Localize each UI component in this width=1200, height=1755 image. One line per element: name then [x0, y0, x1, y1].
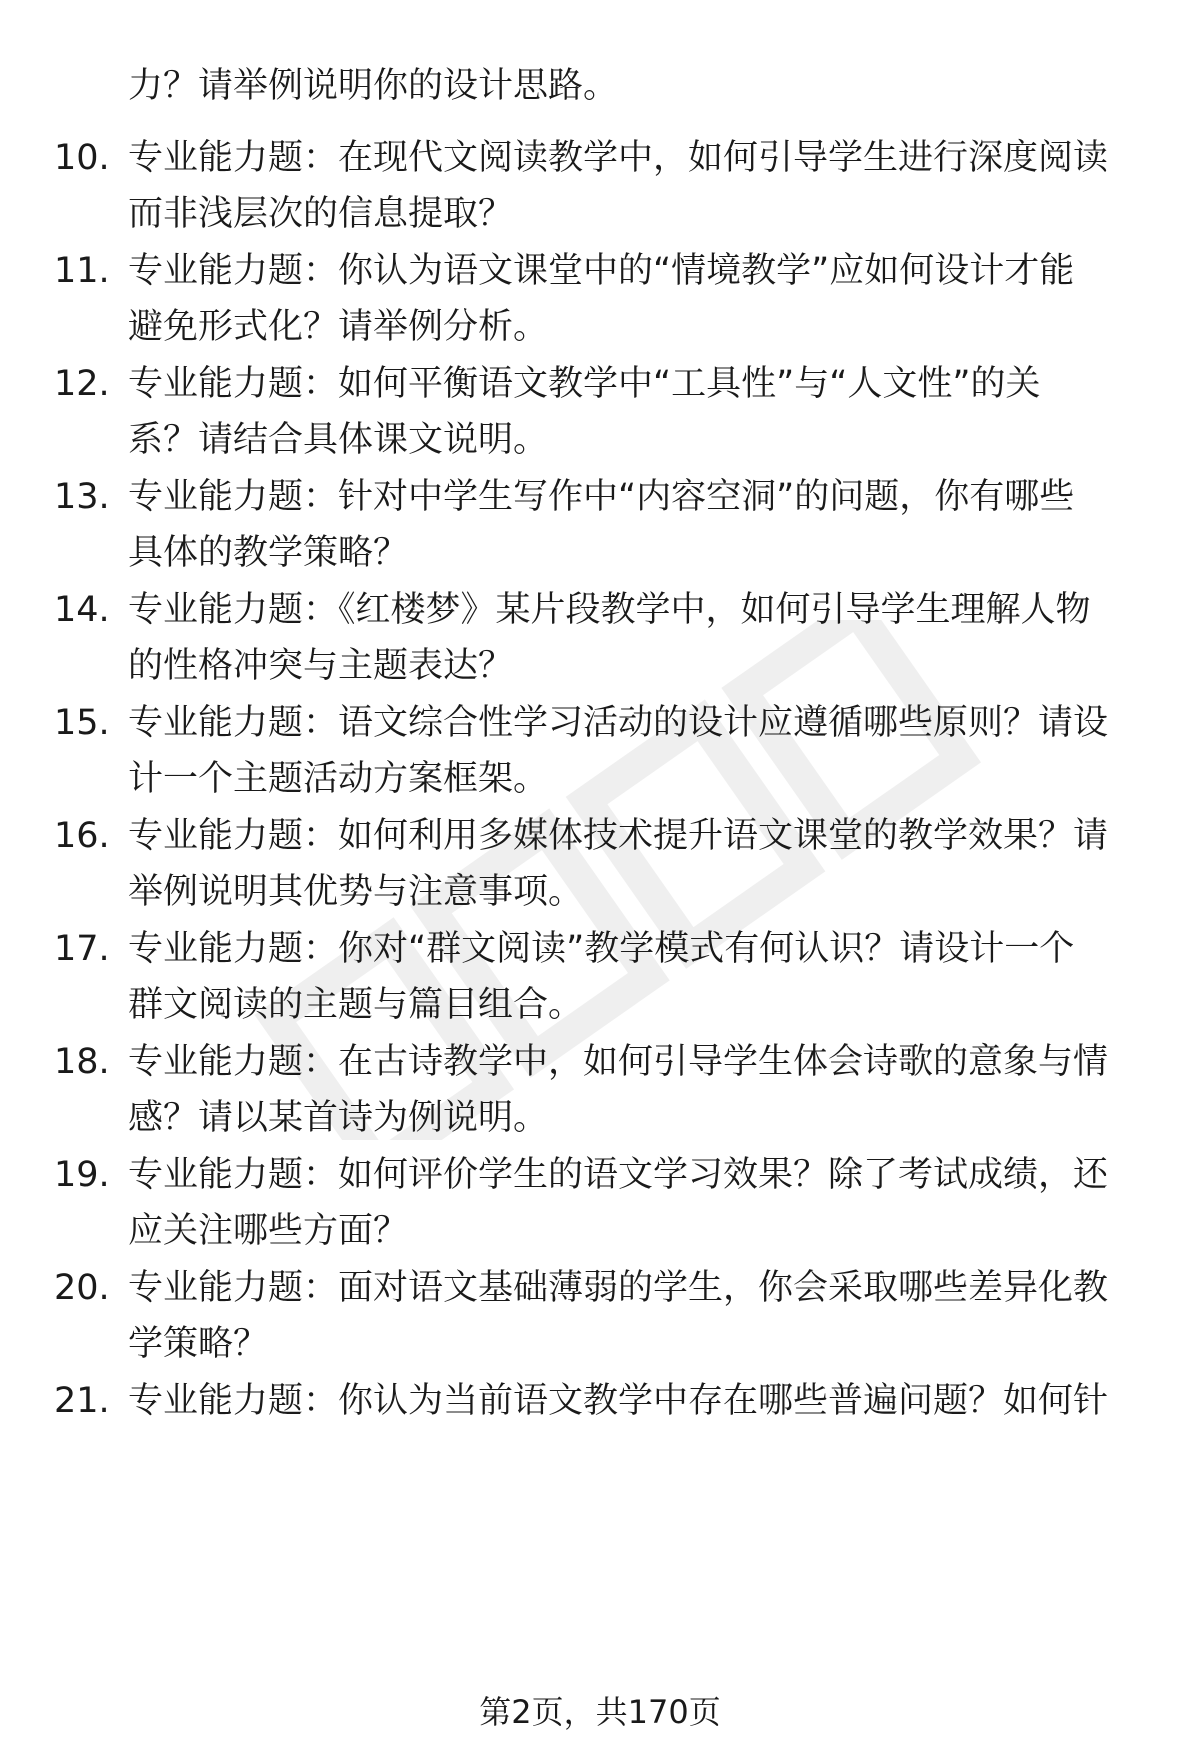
question-item — [0, 582, 1200, 694]
question-line: 专业能力题：你认为语文课堂中的“情境教学”应如何设计才能 — [128, 251, 1075, 291]
question-item — [0, 1147, 1200, 1259]
question-number: 11. — [54, 251, 110, 291]
continuation-text: 力？请举例说明你的设计思路。 — [128, 66, 619, 106]
question-text — [128, 469, 1138, 581]
question-number: 15. — [54, 703, 110, 743]
question-text — [128, 1034, 1138, 1146]
question-line: 专业能力题：如何评价学生的语文学习效果？除了考试成绩，还 — [128, 1155, 1109, 1195]
question-item — [0, 130, 1200, 242]
question-line: 专业能力题：在古诗教学中，如何引导学生体会诗歌的意象与情 — [128, 1042, 1109, 1082]
question-line: 专业能力题：《红楼梦》某片段教学中，如何引导学生理解人物 — [128, 590, 1091, 630]
question-line: 群文阅读的主题与篇目组合。 — [128, 985, 584, 1025]
question-number: 10. — [54, 138, 110, 178]
question-line: 应关注哪些方面？ — [128, 1211, 409, 1251]
question-line: 感？请以某首诗为例说明。 — [128, 1098, 549, 1138]
question-item — [0, 921, 1200, 1033]
question-item — [0, 1260, 1200, 1372]
page-footer: 第2页，共170页 — [479, 1693, 721, 1731]
question-line: 的性格冲突与主题表达？ — [128, 646, 514, 686]
question-text — [128, 243, 1138, 355]
question-line: 专业能力题：面对语文基础薄弱的学生，你会采取哪些差异化教 — [128, 1268, 1109, 1308]
question-number: 18. — [54, 1042, 110, 1082]
question-item — [0, 1034, 1200, 1146]
question-number: 14. — [54, 590, 110, 630]
question-text — [128, 808, 1138, 920]
question-line: 计一个主题活动方案框架。 — [128, 759, 549, 799]
question-line: 专业能力题：在现代文阅读教学中，如何引导学生进行深度阅读 — [128, 138, 1109, 178]
question-item — [0, 1373, 1200, 1485]
question-number: 19. — [54, 1155, 110, 1195]
question-line: 专业能力题：如何利用多媒体技术提升语文课堂的教学效果？请 — [128, 816, 1109, 856]
question-item — [0, 808, 1200, 920]
question-number: 13. — [54, 477, 110, 517]
question-text — [128, 356, 1138, 468]
question-text — [128, 921, 1138, 1033]
question-number: 20. — [54, 1268, 110, 1308]
question-line: 学策略？ — [128, 1324, 269, 1364]
question-line: 避免形式化？请举例分析。 — [128, 307, 549, 347]
question-line: 系？请结合具体课文说明。 — [128, 420, 549, 460]
question-text — [128, 1260, 1138, 1372]
question-line: 专业能力题：你对“群文阅读”教学模式有何认识？请设计一个 — [128, 929, 1075, 969]
question-item — [0, 356, 1200, 468]
question-text — [128, 695, 1138, 807]
question-text — [128, 1373, 1138, 1429]
question-item — [0, 243, 1200, 355]
question-line: 专业能力题：语文综合性学习活动的设计应遵循哪些原则？请设 — [128, 703, 1109, 743]
question-line: 专业能力题：如何平衡语文教学中“工具性”与“人文性”的关 — [128, 364, 1041, 404]
question-line: 举例说明其优势与注意事项。 — [128, 872, 584, 912]
question-line: 专业能力题：针对中学生写作中“内容空洞”的问题，你有哪些 — [128, 477, 1075, 517]
question-text — [128, 1147, 1138, 1259]
question-line: 而非浅层次的信息提取？ — [128, 194, 514, 234]
question-number: 16. — [54, 816, 110, 856]
question-number: 12. — [54, 364, 110, 404]
question-number: 17. — [54, 929, 110, 969]
question-line: 具体的教学策略？ — [128, 533, 409, 573]
question-line: 专业能力题：你认为当前语文教学中存在哪些普遍问题？如何针 — [128, 1381, 1109, 1421]
question-text — [128, 130, 1138, 242]
question-item — [0, 695, 1200, 807]
question-item — [0, 469, 1200, 581]
question-text — [128, 582, 1138, 694]
question-number: 21. — [54, 1381, 110, 1421]
